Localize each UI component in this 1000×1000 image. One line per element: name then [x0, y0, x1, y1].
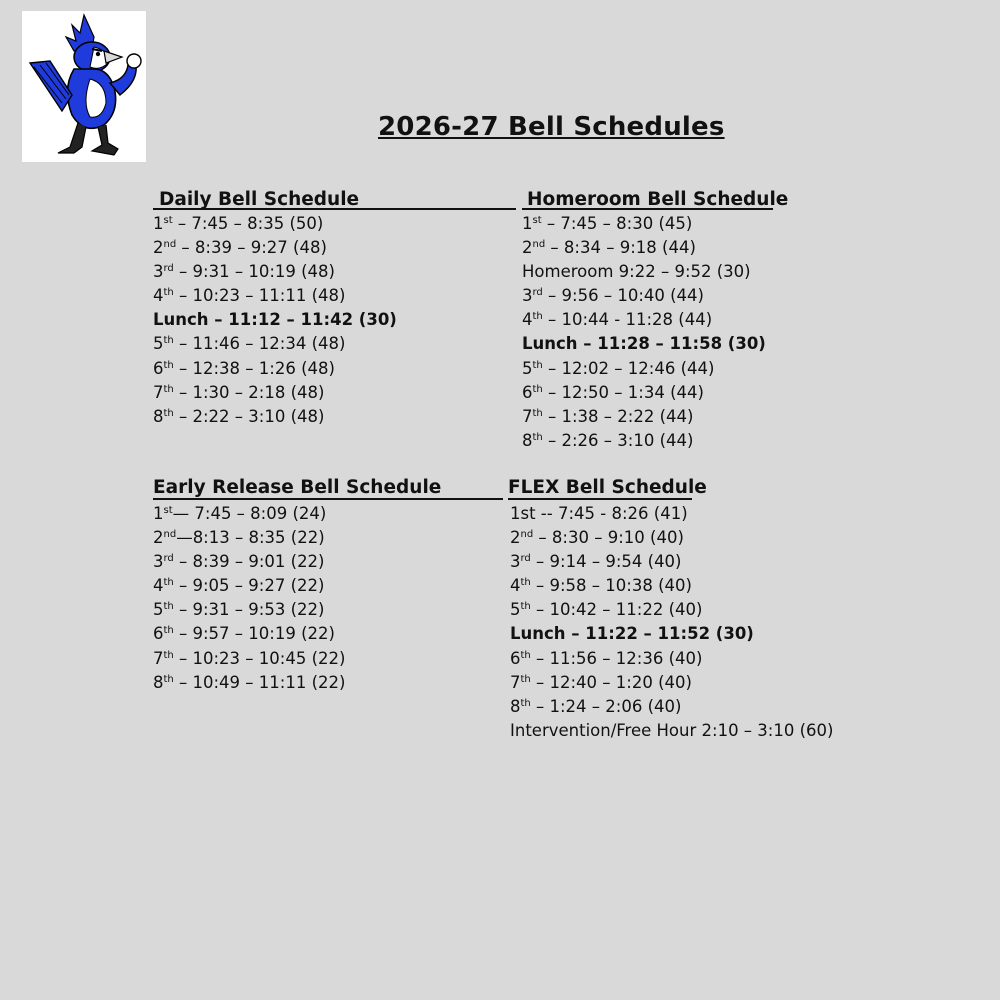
schedule-row — [153, 260, 516, 284]
period-suffix: th — [520, 673, 531, 685]
period-number: 4 — [522, 310, 533, 330]
schedule-row — [153, 381, 516, 405]
period-suffix: th — [532, 311, 543, 323]
period-number: 4 — [153, 286, 164, 306]
period-number: 1 — [153, 214, 164, 233]
period-time: – 11:46 – 12:34 (48) — [173, 334, 346, 354]
period-time: – 1:30 – 2:18 (48) — [173, 382, 325, 402]
period-time: – 12:38 – 1:26 (48) — [173, 358, 335, 378]
schedule-row — [510, 647, 833, 671]
period-time: – 8:34 – 9:18 (44) — [545, 238, 696, 258]
period-time: – 11:56 – 12:36 (40) — [530, 648, 703, 668]
schedule-row — [522, 284, 773, 308]
period-suffix: th — [163, 407, 174, 419]
period-number: 6 — [510, 648, 521, 668]
flex-heading-text: FLEX Bell Schedule — [508, 477, 707, 498]
period-suffix: th — [163, 383, 174, 395]
flex-schedule-heading — [508, 477, 707, 500]
period-time: – 10:49 – 11:11 (22) — [173, 672, 346, 692]
period-time: – 10:23 – 10:45 (22) — [173, 648, 346, 668]
schedule-row — [153, 550, 503, 574]
period-time: – 10:44 - 11:28 (44) — [542, 310, 713, 330]
period-time: – 9:56 – 10:40 (44) — [542, 286, 704, 306]
schedule-row — [522, 405, 773, 429]
period-time: – 9:31 – 9:53 (22) — [173, 600, 325, 620]
schedule-row — [522, 212, 773, 236]
period-time: – 9:14 – 9:54 (40) — [530, 552, 682, 572]
period-suffix: th — [163, 673, 174, 685]
period-suffix: rd — [520, 553, 531, 565]
period-number: 8 — [153, 406, 164, 426]
schedule-row — [153, 405, 516, 429]
flex-schedule — [508, 478, 833, 743]
period-time: – 9:58 – 10:38 (40) — [530, 576, 692, 596]
period-time: – 9:57 – 10:19 (22) — [173, 624, 335, 644]
schedule-row — [510, 502, 833, 526]
schedule-row — [522, 332, 773, 356]
schedule-row — [522, 357, 773, 381]
flex-rows — [508, 502, 833, 743]
period-time: – 2:22 – 3:10 (48) — [173, 406, 325, 426]
period-time: – 9:05 – 9:27 (22) — [173, 576, 325, 596]
period-time: – 8:30 – 9:10 (40) — [533, 528, 684, 548]
period-suffix: th — [163, 625, 174, 637]
period-number: 2 — [522, 238, 533, 258]
period-suffix: nd — [532, 239, 546, 251]
schedule-row — [510, 550, 833, 574]
period-suffix: th — [532, 383, 543, 395]
blue-jay-mascot-icon — [22, 11, 146, 162]
period-time: – 9:31 – 10:19 (48) — [173, 262, 335, 282]
schedule-row — [510, 574, 833, 598]
period-number: 2 — [153, 528, 164, 548]
schedule-row — [522, 381, 773, 405]
period-time: Lunch – 11:22 – 11:52 (30) — [510, 624, 754, 644]
period-suffix: st — [163, 215, 173, 226]
schedule-row — [153, 308, 516, 332]
daily-heading-text: Daily Bell Schedule — [159, 189, 360, 210]
period-number: 2 — [153, 238, 164, 258]
period-suffix: nd — [163, 239, 177, 251]
daily-schedule — [153, 190, 516, 429]
period-number: 7 — [522, 406, 533, 426]
period-number: 8 — [510, 696, 521, 716]
homeroom-heading-text: Homeroom Bell Schedule — [527, 189, 789, 210]
schedule-row — [153, 526, 503, 550]
schedule-row — [510, 526, 833, 550]
schedule-row — [153, 332, 516, 356]
period-suffix: nd — [163, 529, 177, 541]
period-suffix: th — [532, 431, 543, 443]
period-number: 3 — [153, 262, 164, 282]
period-time: – 10:42 – 11:22 (40) — [530, 600, 703, 620]
period-number: 3 — [522, 286, 533, 306]
period-time: – 7:45 – 8:30 (45) — [541, 214, 693, 233]
schedule-row — [153, 212, 516, 236]
period-number: 4 — [510, 576, 521, 596]
period-time: Homeroom 9:22 – 9:52 (30) — [522, 262, 751, 282]
period-suffix: rd — [163, 263, 174, 275]
period-time: – 1:24 – 2:06 (40) — [530, 696, 682, 716]
period-number: 6 — [522, 382, 533, 402]
page-title: 2026-27 Bell Schedules — [378, 112, 725, 142]
period-number: 7 — [510, 672, 521, 692]
period-number: 4 — [153, 576, 164, 596]
schedule-row — [153, 574, 503, 598]
daily-schedule-heading — [153, 190, 516, 210]
schedule-row — [153, 502, 503, 526]
period-number: 6 — [153, 624, 164, 644]
period-number: 6 — [153, 358, 164, 378]
period-suffix: th — [163, 287, 174, 299]
period-number: 8 — [153, 672, 164, 692]
period-suffix: rd — [532, 287, 543, 299]
period-suffix: th — [163, 359, 174, 371]
schedule-row — [510, 622, 833, 646]
period-number: 5 — [153, 334, 164, 354]
period-time: – 12:02 – 12:46 (44) — [542, 358, 715, 378]
schedule-row — [522, 236, 773, 260]
schedule-row — [522, 308, 773, 332]
homeroom-schedule — [522, 189, 789, 453]
schedule-row — [510, 598, 833, 622]
period-time: – 7:45 – 8:35 (50) — [172, 214, 324, 233]
early-release-schedule-heading — [153, 478, 503, 500]
schedule-row — [510, 671, 833, 695]
period-number: 8 — [522, 430, 533, 450]
period-suffix: th — [163, 649, 174, 661]
early-release-schedule — [153, 478, 503, 695]
schedule-row — [153, 671, 503, 695]
period-suffix: th — [520, 601, 531, 613]
period-number: 3 — [153, 552, 164, 572]
period-time: – 2:26 – 3:10 (44) — [542, 430, 694, 450]
period-number: 7 — [153, 382, 164, 402]
early-release-heading-text: Early Release Bell Schedule — [153, 477, 442, 498]
period-number: 7 — [153, 648, 164, 668]
period-suffix: st — [163, 505, 173, 516]
mascot-logo — [22, 11, 146, 162]
schedule-row — [153, 236, 516, 260]
period-time: Lunch – 11:28 – 11:58 (30) — [522, 334, 766, 354]
period-time: – 12:50 – 1:34 (44) — [542, 382, 704, 402]
schedule-row — [153, 622, 503, 646]
schedule-row — [153, 284, 516, 308]
period-suffix: th — [532, 359, 543, 371]
period-time: Intervention/Free Hour 2:10 – 3:10 (60) — [510, 720, 834, 740]
period-suffix: st — [532, 215, 542, 226]
daily-rows — [153, 212, 516, 429]
period-time: – 8:39 – 9:01 (22) — [173, 552, 325, 572]
period-suffix: th — [163, 577, 174, 589]
period-number: 5 — [153, 600, 164, 620]
period-number: 1 — [522, 214, 533, 233]
period-suffix: th — [520, 577, 531, 589]
schedule-row — [153, 647, 503, 671]
schedule-row — [522, 429, 773, 453]
period-time: 1st -- 7:45 - 8:26 (41) — [510, 504, 688, 523]
period-suffix: rd — [163, 553, 174, 565]
period-time: —8:13 – 8:35 (22) — [176, 528, 325, 548]
period-number: 5 — [510, 600, 521, 620]
period-suffix: th — [520, 697, 531, 709]
schedule-row — [153, 357, 516, 381]
period-suffix: th — [520, 649, 531, 661]
schedule-row — [510, 719, 833, 743]
period-number: 1 — [153, 504, 164, 523]
period-number: 2 — [510, 528, 521, 548]
homeroom-schedule-heading — [522, 189, 789, 210]
period-number: 5 — [522, 358, 533, 378]
schedule-row — [153, 598, 503, 622]
period-suffix: th — [163, 335, 174, 347]
period-suffix: th — [163, 601, 174, 613]
homeroom-rows — [522, 212, 773, 453]
period-time: — 7:45 – 8:09 (24) — [172, 504, 327, 523]
schedule-row — [510, 695, 833, 719]
period-number: 3 — [510, 552, 521, 572]
period-time: – 10:23 – 11:11 (48) — [173, 286, 346, 306]
period-time: – 12:40 – 1:20 (40) — [530, 672, 692, 692]
period-suffix: th — [532, 407, 543, 419]
period-time: – 8:39 – 9:27 (48) — [176, 238, 327, 258]
period-time: Lunch – 11:12 – 11:42 (30) — [153, 310, 397, 330]
period-suffix: nd — [520, 529, 534, 541]
schedule-row — [522, 260, 773, 284]
early-release-rows — [153, 502, 503, 695]
period-time: – 1:38 – 2:22 (44) — [542, 406, 694, 426]
